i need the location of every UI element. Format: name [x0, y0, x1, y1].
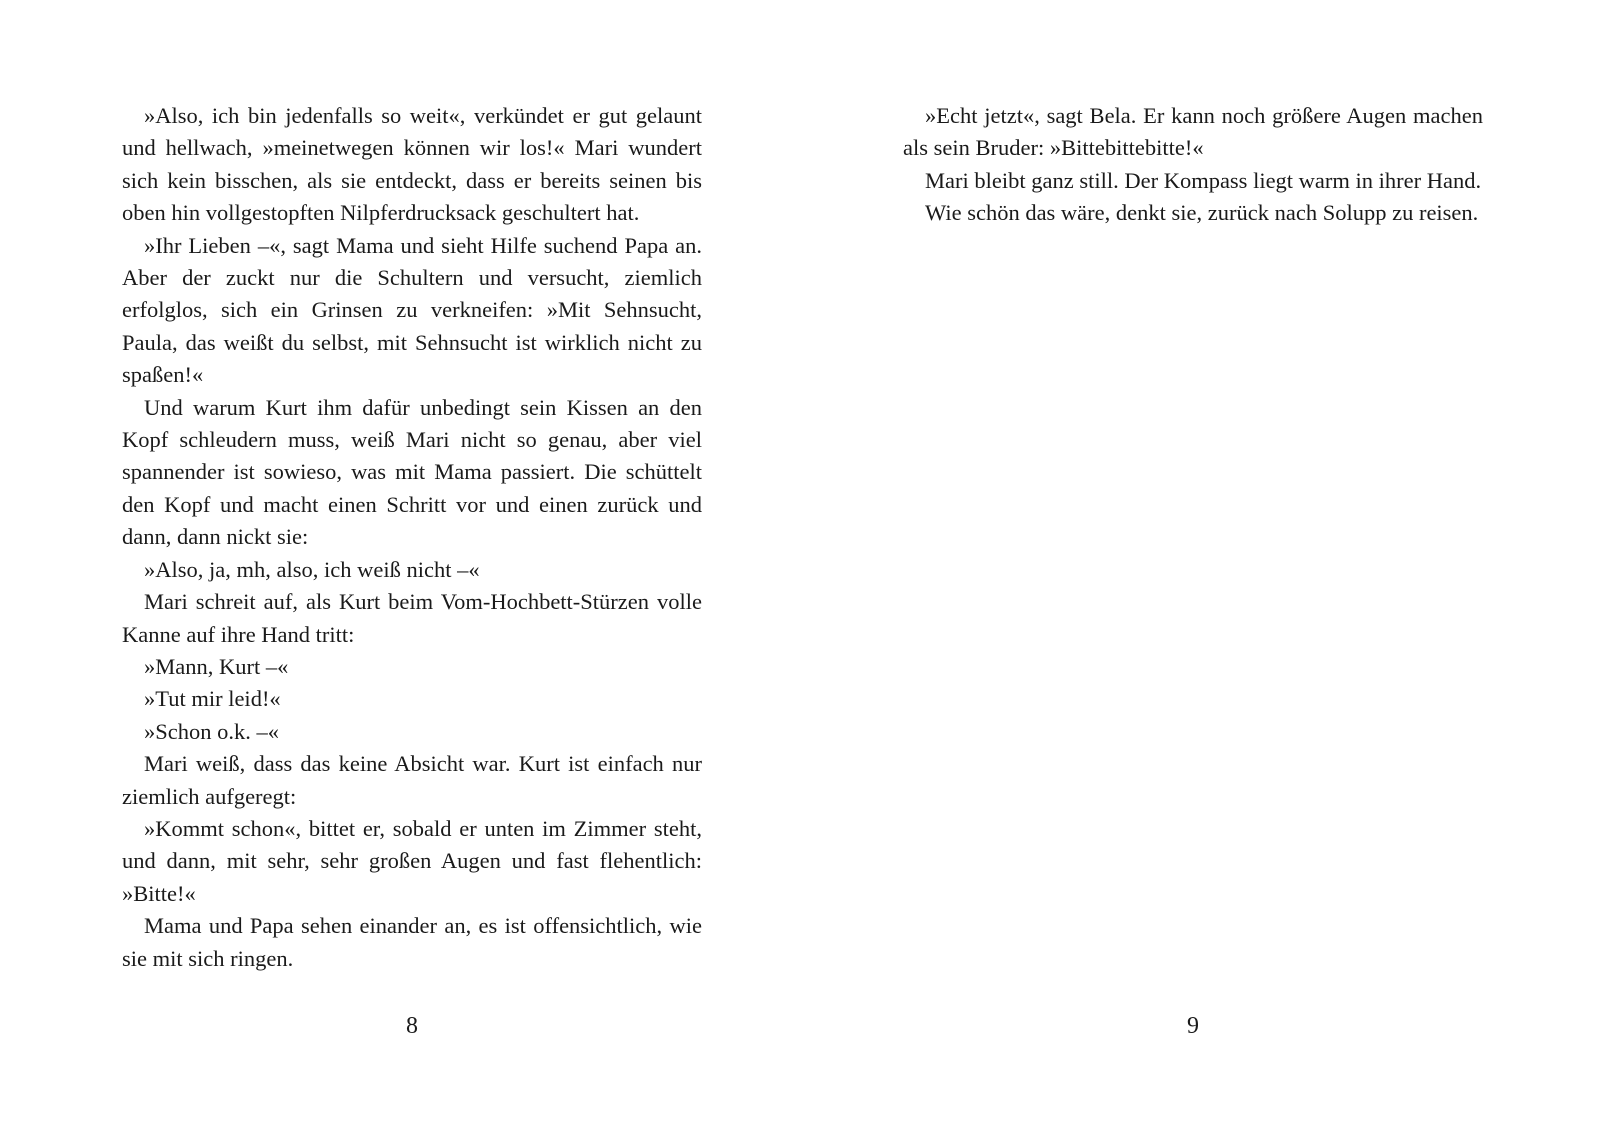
paragraph: Mama und Papa sehen einander an, es ist offensichtlich, wie sie mit sich ringen. — [122, 913, 702, 971]
paragraph: »Kommt schon«, bittet er, sobald er unten im Zimmer steht, und dann, mit sehr, sehr großen Augen und fast flehentlich: »Bitte!« — [122, 815, 702, 906]
paragraph: »Also, ich bin jedenfalls so weit«, verkündet er gut gelaunt und hellwach, »meinetwegen können wir los!« Mari wundert sich kein bisschen, als sie entdeckt, dass er bereits seinen bis oben hin vollgestopften Nilpferdrucksack geschultert hat. — [122, 103, 702, 226]
paragraph: »Ihr Lieben –«, sagt Mama und sieht Hilfe suchend Papa an. Aber der zuckt nur die Schultern und versucht, ziemlich erfolglos, sich ein Grinsen zu verkneifen: »Mit Sehnsucht, Paula, das weißt du selbst, mit Sehnsucht ist wirklich nicht zu spaßen!« — [122, 232, 702, 388]
paragraph: »Schon o.k. –« — [144, 718, 279, 744]
page-number-right: 9 — [1187, 1013, 1199, 1039]
paragraph: »Echt jetzt«, sagt Bela. Er kann noch größere Augen machen als sein Bruder: »Bittebittebitte!« — [903, 103, 1483, 161]
left-page-text — [122, 100, 702, 975]
paragraph: »Mann, Kurt –« — [144, 653, 289, 679]
paragraph: Mari schreit auf, als Kurt beim Vom-Hochbett-Stürzen volle Kanne auf ihre Hand tritt: — [122, 589, 702, 647]
paragraph: Und warum Kurt ihm dafür unbedingt sein Kissen an den Kopf schleudern muss, weiß Mari nicht so genau, aber viel spannender ist sowieso, was mit Mama passiert. Die schüttelt den Kopf und macht einen Schritt vor und einen zurück und dann, dann nickt sie: — [122, 394, 702, 550]
paragraph: Mari bleibt ganz still. Der Kompass liegt warm in ihrer Hand. — [925, 167, 1482, 193]
right-page — [800, 0, 1600, 1131]
right-page-text — [903, 100, 1483, 230]
paragraph: Mari weiß, dass das keine Absicht war. Kurt ist einfach nur ziemlich aufgeregt: — [122, 751, 702, 809]
paragraph: »Also, ja, mh, also, ich weiß nicht –« — [144, 556, 480, 582]
paragraph: Wie schön das wäre, denkt sie, zurück nach Solupp zu reisen. — [925, 200, 1479, 226]
paragraph: »Tut mir leid!« — [144, 686, 281, 712]
page-number-left: 8 — [406, 1013, 418, 1039]
